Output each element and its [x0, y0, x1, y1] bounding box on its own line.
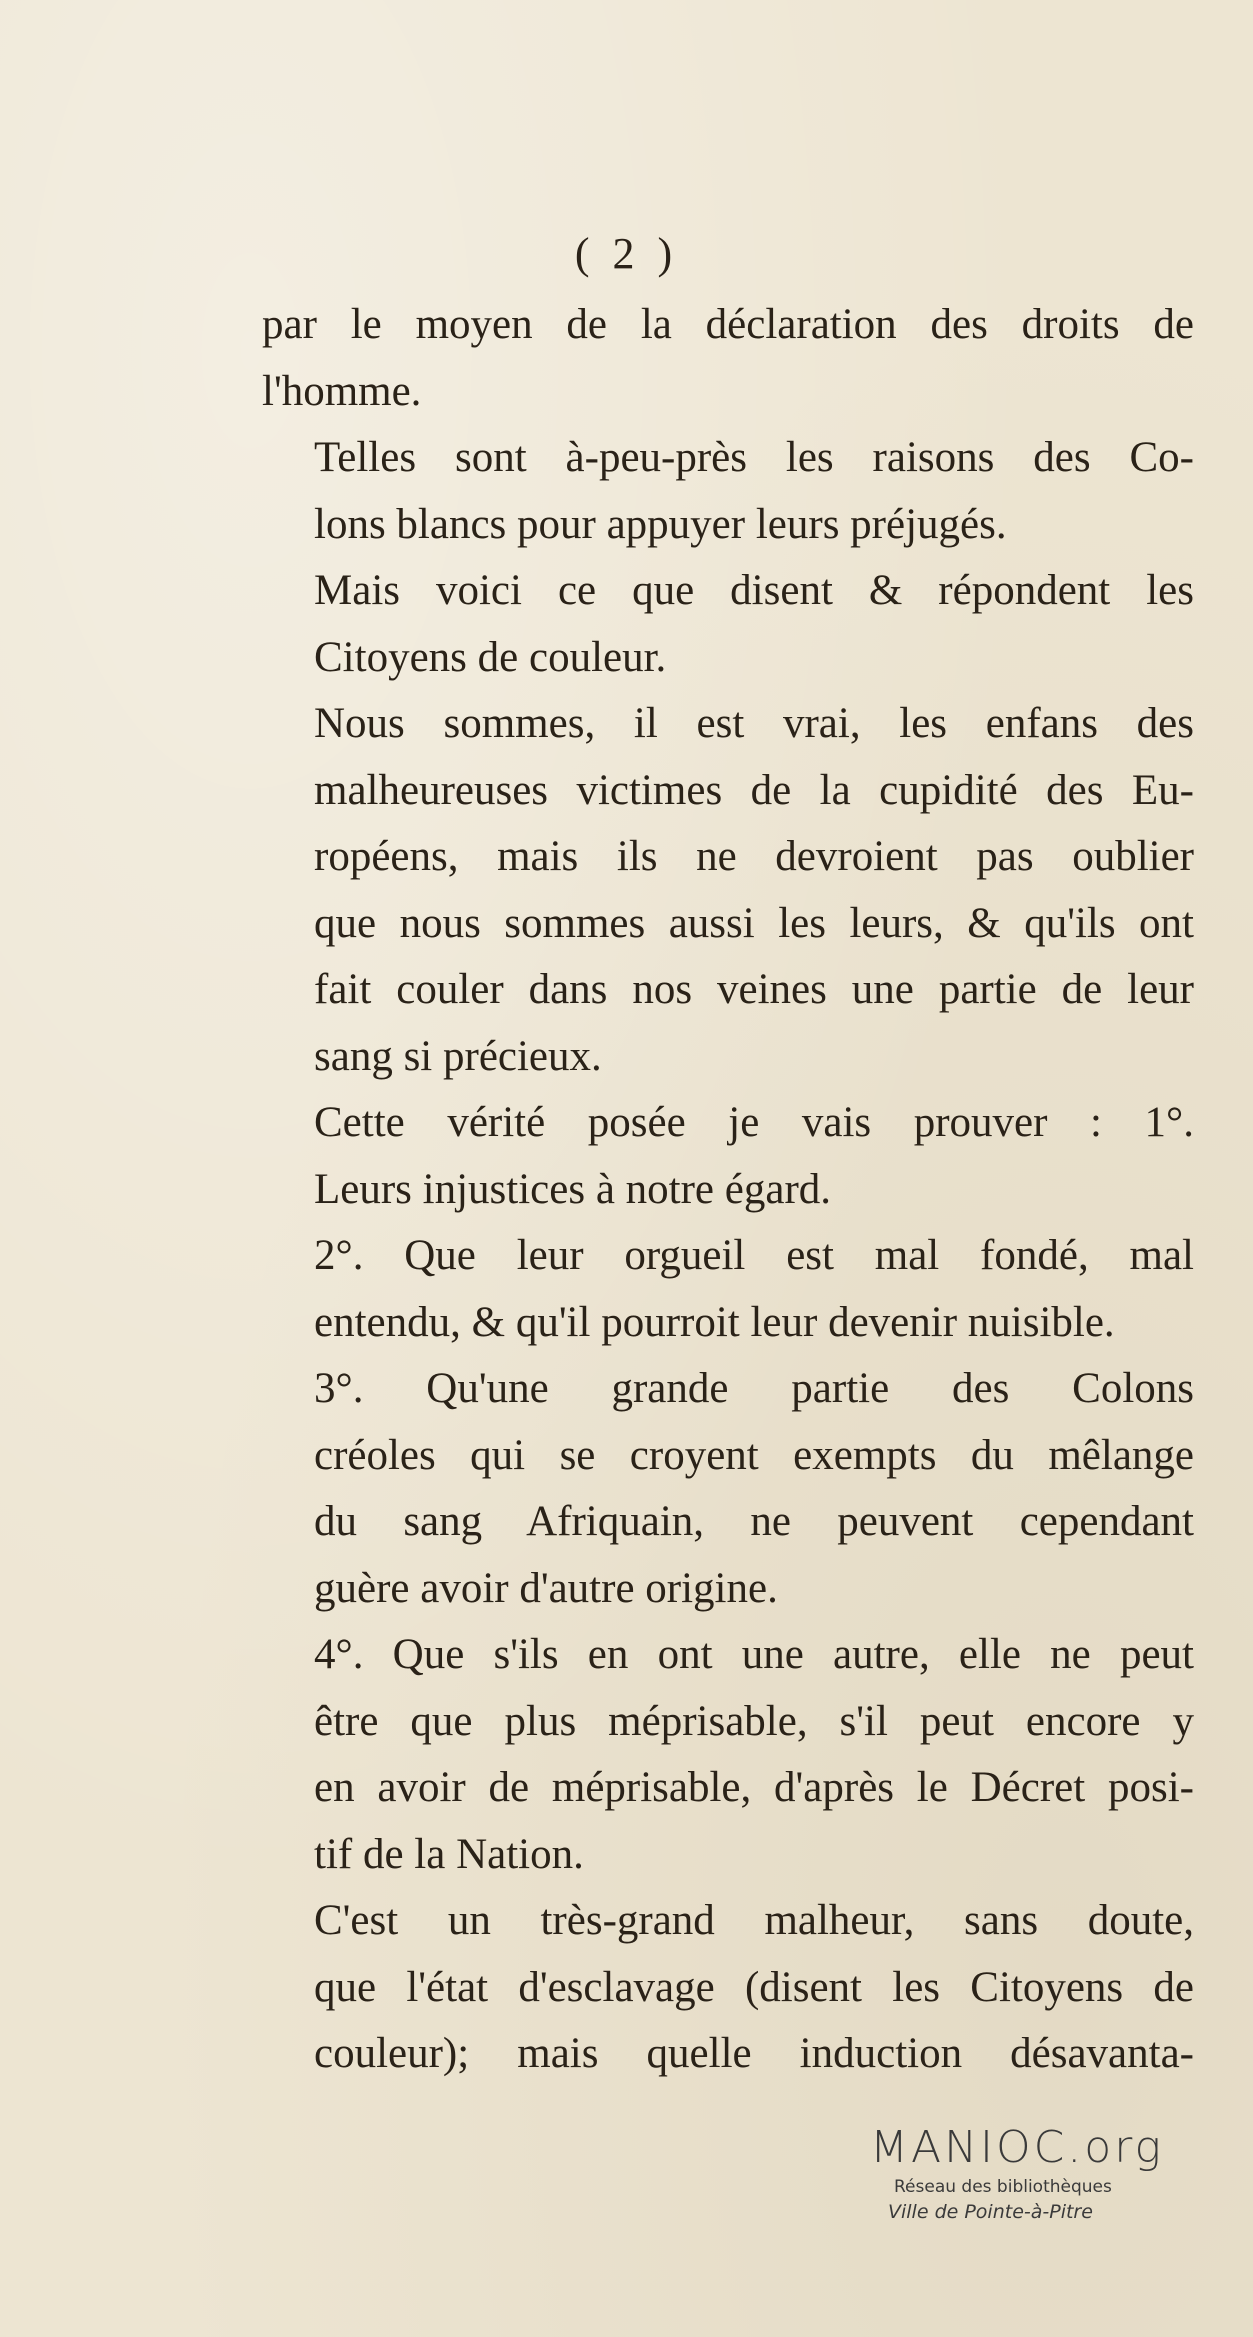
- text-line: Telles sont à-peu-près les raisons des Co-: [314, 434, 1194, 481]
- manioc-watermark: [870, 2122, 1230, 2223]
- watermark-name: MANIOC.org: [870, 2122, 1164, 2173]
- text-line: 3°. Qu'une grande partie des Colons: [314, 1365, 1194, 1412]
- watermark-subtitle: Réseau des bibliothèques: [894, 2177, 1112, 2197]
- paragraph: [262, 1223, 1194, 1356]
- text-line: Cette vérité posée je vais prouver : 1°.: [314, 1099, 1194, 1146]
- text-line: fait couler dans nos veines une partie de leur: [314, 966, 1194, 1013]
- text-line: être que plus méprisable, s'il peut encore y: [314, 1697, 1194, 1745]
- paragraph: [262, 425, 1194, 558]
- paragraph: [262, 1888, 1194, 2088]
- watermark-location: Ville de Pointe-à-Pitre: [888, 2201, 1093, 2223]
- paragraph: [262, 1356, 1194, 1622]
- paragraph: [262, 558, 1194, 691]
- body-text: [262, 292, 1194, 2088]
- page-number: ( 2 ): [574, 229, 679, 278]
- text-line: couleur); mais quelle induction désavanta-: [314, 2030, 1194, 2077]
- paragraph: [262, 292, 1194, 425]
- text-line: Leurs injustices à notre égard.: [314, 1165, 832, 1213]
- text-line: par le moyen de la déclaration des droits de: [262, 301, 1194, 348]
- text-line: guère avoir d'autre origine.: [314, 1564, 778, 1612]
- text-line: lons blancs pour appuyer leurs préjugés.: [314, 500, 1007, 548]
- text-line: Mais voici ce que disent & répondent les: [314, 567, 1194, 614]
- text-line: Citoyens de couleur.: [314, 633, 667, 681]
- paragraph: [262, 691, 1194, 1090]
- text-line: en avoir de méprisable, d'après le Décret posi-: [314, 1764, 1194, 1811]
- text-line: C'est un très-grand malheur, sans doute,: [314, 1897, 1194, 1944]
- text-line: tif de la Nation.: [314, 1830, 584, 1878]
- text-line: ropéens, mais ils ne devroient pas oublier: [314, 833, 1194, 880]
- text-line: que l'état d'esclavage (disent les Citoyens de: [314, 1963, 1194, 2011]
- text-line: sang si précieux.: [314, 1032, 602, 1080]
- text-line: l'homme.: [262, 367, 422, 415]
- text-line: Nous sommes, il est vrai, les enfans des: [314, 700, 1194, 747]
- text-line: malheureuses victimes de la cupidité des Eu-: [314, 766, 1194, 814]
- text-line: 4°. Que s'ils en ont une autre, elle ne peut: [314, 1631, 1194, 1678]
- text-line: que nous sommes aussi les leurs, & qu'ils ont: [314, 899, 1194, 947]
- text-line: entendu, & qu'il pourroit leur devenir nuisible.: [314, 1298, 1115, 1346]
- paragraph: [262, 1090, 1194, 1223]
- text-line: créoles qui se croyent exempts du mêlange: [314, 1431, 1194, 1479]
- text-line: 2°. Que leur orgueil est mal fondé, mal: [314, 1232, 1194, 1279]
- paragraph: [262, 1622, 1194, 1888]
- text-line: du sang Afriquain, ne peuvent cependant: [314, 1498, 1194, 1545]
